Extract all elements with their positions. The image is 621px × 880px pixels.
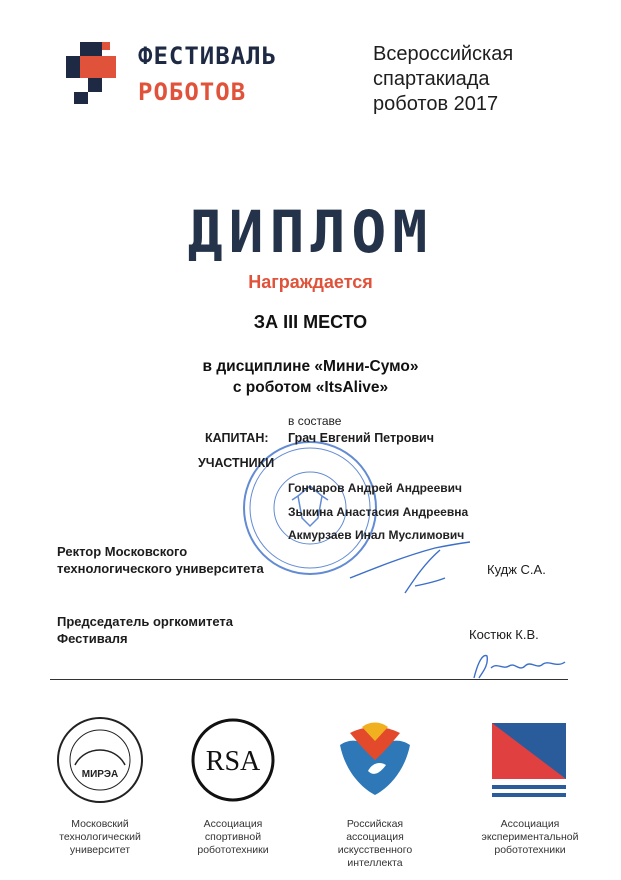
chair-title-line-1: Председатель оргкомитета — [57, 614, 234, 629]
diploma-title: ДИПЛОМ — [187, 198, 434, 266]
discipline-line: в дисциплине «Мини-Сумо» — [202, 358, 419, 375]
participant-name: Гончаров Андрей Андреевич — [288, 481, 462, 495]
org-name-line: робототехники — [494, 844, 566, 856]
org-name-rsa — [158, 818, 308, 857]
captain-label: КАПИТАН: — [205, 431, 269, 445]
org-name-line: интеллекта — [347, 857, 403, 869]
rsa-logo-icon — [188, 715, 278, 805]
rector-title-line-1: Ректор Московского — [57, 544, 188, 559]
org-name-aer — [455, 818, 605, 857]
participant-name: Акмурзаев Инал Муслимович — [288, 528, 465, 542]
subtitle-line-2: спартакиада — [373, 68, 490, 90]
aer-logo-icon — [484, 715, 574, 805]
rector-title — [57, 543, 337, 577]
raii-logo-icon — [330, 715, 420, 805]
logo-word-robots: РОБОТОВ — [138, 78, 247, 106]
org-name-line: ассоциация — [346, 831, 404, 843]
org-name-line: Российская — [346, 818, 404, 830]
rector-name: Кудж С.А. — [487, 562, 546, 577]
chair-name: Костюк К.В. — [469, 627, 539, 642]
org-name-line: экспериментальной — [481, 831, 579, 843]
mirea-logo-text: МИРЭА — [81, 769, 119, 780]
rsa-logo-text: RSA — [205, 746, 261, 777]
captain-name: Грач Евгений Петрович — [288, 431, 434, 445]
award-place: ЗА III МЕСТО — [253, 312, 368, 332]
org-name-line: Ассоциация — [203, 818, 263, 830]
subtitle-line-1: Всероссийская — [373, 43, 514, 65]
mirea-logo-icon — [55, 715, 145, 805]
discipline-block — [0, 356, 621, 398]
org-name-line: Ассоциация — [500, 818, 560, 830]
logo-word-festival: ФЕСТИВАЛЬ — [138, 42, 278, 70]
chair-title — [57, 613, 337, 647]
org-name-line: Московский — [71, 818, 129, 830]
team-intro: в составе — [288, 414, 342, 428]
subtitle-line-3: роботов 2017 — [373, 93, 499, 115]
org-name-raii — [300, 818, 450, 870]
awarded-label: Награждается — [248, 272, 373, 292]
signature-divider — [50, 679, 568, 680]
org-name-mirea — [25, 818, 175, 857]
participants-label: УЧАСТНИКИ — [198, 456, 275, 470]
org-name-line: робототехники — [197, 844, 269, 856]
org-name-line: искусственного — [337, 844, 413, 856]
rector-title-line-2: технологического университета — [57, 561, 264, 576]
robot-line: с роботом «ItsAlive» — [232, 379, 389, 396]
rector-signature — [345, 538, 475, 598]
org-name-line: технологический — [59, 831, 141, 843]
chair-signature — [469, 648, 569, 683]
org-name-line: спортивной — [204, 831, 262, 843]
participant-name: Зыкина Анастасия Андреевна — [288, 505, 469, 519]
chair-title-line-2: Фестиваля — [57, 631, 128, 646]
org-name-line: университет — [69, 844, 131, 856]
event-subtitle — [373, 42, 573, 117]
festival-logo-icon — [66, 42, 126, 104]
